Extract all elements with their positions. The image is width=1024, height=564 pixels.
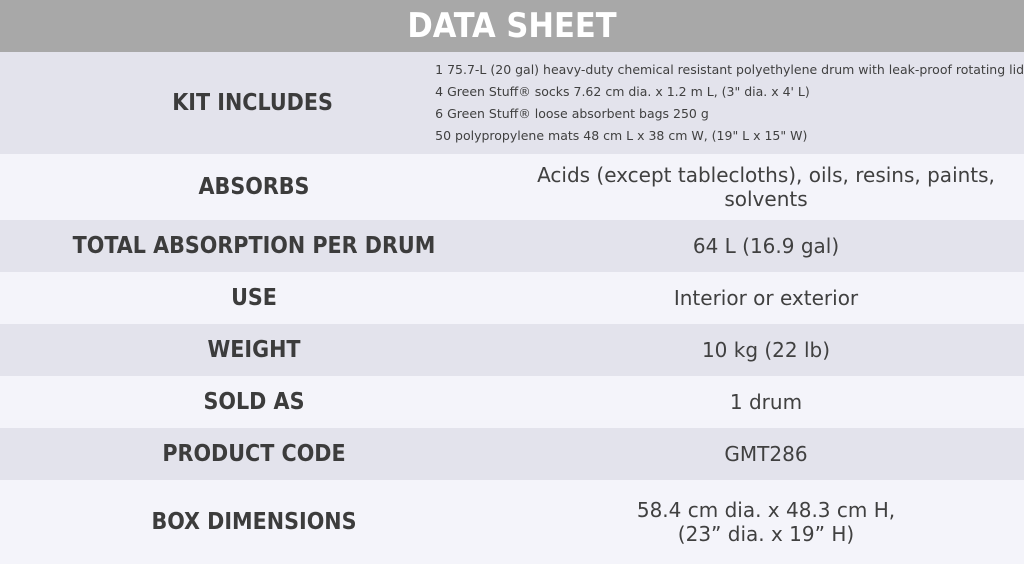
total-absorption-value: 64 L (16.9 gal) [692,233,840,258]
row-total-absorption [0,220,1024,272]
box-dimensions-line1: 58.4 cm dia. x 48.3 cm H, [636,497,896,522]
product-code-value: GMT286 [724,441,808,466]
title-bar [0,0,1024,52]
kit-item: 4 Green Stuff® socks 7.62 cm dia. x 1.2 m L, (3" dia. x 4' L) [435,84,810,99]
box-dimensions-value [508,480,1024,564]
absorbs-label: ABSORBS [198,174,310,200]
page-title: DATA SHEET [407,6,617,46]
absorbs-value-line2: solvents [724,187,808,211]
row-absorbs [0,154,1024,220]
kit-item: 1 75.7-L (20 gal) heavy-duty chemical resistant polyethylene drum with leak-proof rotating lid [435,62,1024,77]
row-kit-includes [0,52,1024,154]
absorbs-value [508,154,1024,220]
row-box-dimensions [0,480,1024,564]
sold-as-label: SOLD AS [203,389,305,415]
kit-item: 6 Green Stuff® loose absorbent bags 250 g [435,106,709,121]
product-code-label: PRODUCT CODE [162,441,346,467]
use-label: USE [231,285,277,311]
box-dimensions-label: BOX DIMENSIONS [151,509,357,535]
weight-value: 10 kg (22 lb) [701,337,831,362]
row-sold-as [0,376,1024,428]
kit-item: 50 polypropylene mats 48 cm L x 38 cm W, (19" L x 15" W) [435,128,808,143]
row-product-code [0,428,1024,480]
use-value: Interior or exterior [673,285,859,310]
row-use [0,272,1024,324]
kit-includes-label: KIT INCLUDES [172,90,333,116]
weight-label: WEIGHT [207,337,301,363]
total-absorption-label: TOTAL ABSORPTION PER DRUM [72,233,436,259]
kit-includes-list [435,52,1024,154]
box-dimensions-line2: (23” dia. x 19” H) [677,522,855,546]
sold-as-value: 1 drum [729,389,803,414]
absorbs-value-line1: Acids (except tablecloths), oils, resins, paints, [537,162,995,187]
row-weight [0,324,1024,376]
